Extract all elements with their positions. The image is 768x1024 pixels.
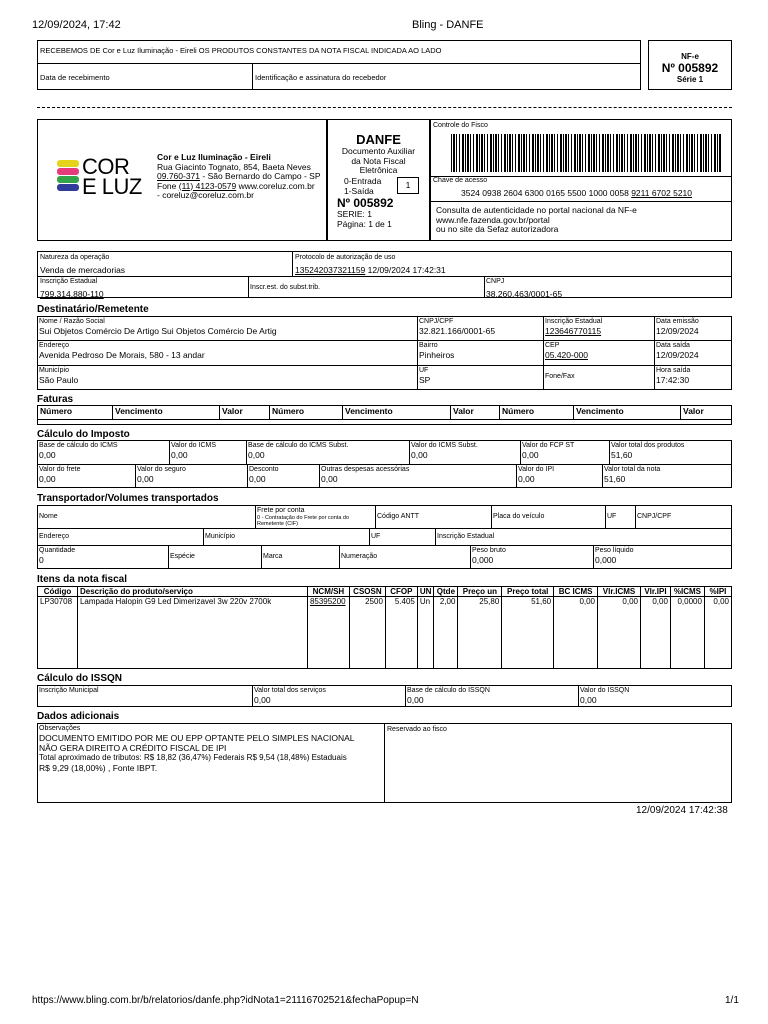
- field-transp-end_label: Endereço: [39, 533, 69, 540]
- receipt-sign-label: Identificação e assinatura do recebedor: [255, 73, 387, 82]
- field-issqn-vs: 0,00: [254, 695, 271, 705]
- field-dest-emissao_label: Data emissão: [656, 318, 699, 325]
- field-dest-hora_label: Hora saída: [656, 367, 691, 374]
- field-itens-row-6: 2,00: [434, 597, 458, 669]
- field-dest-bairro_label: Bairro: [419, 342, 438, 349]
- field-imposto-r2-4-v: 0,00: [518, 474, 535, 484]
- danfe-pagina: Página: 1 de 1: [337, 218, 392, 229]
- field-adic-obs_label: Observações: [39, 725, 81, 732]
- field-imposto-r2-5-v: 51,60: [604, 474, 626, 484]
- cnpj-value: 38.260.463/0001-65: [486, 289, 563, 299]
- dest-ie[interactable]: 123646770115: [545, 326, 602, 336]
- issqn-title: Cálculo do ISSQN: [37, 673, 123, 684]
- issuer-name: Cor e Luz Iluminação - Eireli: [157, 152, 271, 162]
- field-imposto-r1-4-l: Valor do FCP ST: [522, 442, 575, 449]
- receipt-serie: Série 1: [676, 75, 704, 84]
- field-issqn-im_label: Inscrição Municipal: [39, 687, 99, 694]
- field-issqn-bc_label: Base de cálculo do ISSQN: [407, 687, 490, 694]
- field-fisco-chave_b: 9211 6702 5210: [631, 188, 693, 198]
- field-itens-cols-9: BC ICMS: [554, 587, 598, 597]
- field-itens-row-9: 0,00: [554, 597, 598, 669]
- field-imposto-r2-5-l: Valor total da nota: [604, 466, 661, 473]
- field-transp-frete_label: Frete por conta: [257, 507, 305, 514]
- consulta-text: [436, 206, 637, 235]
- issqn-box: [37, 685, 732, 707]
- field-itens-row-11: 0,00: [640, 597, 670, 669]
- field-imposto-r1-1-l: Valor do ICMS: [171, 442, 216, 449]
- field-adic-obs1: DOCUMENTO EMITIDO POR ME OU EPP OPTANTE PELO SIMPLES NACIONAL: [39, 733, 355, 743]
- field-dest-fone_label: Fone/Fax: [545, 373, 575, 380]
- field-transp-qtd: 0: [39, 555, 44, 565]
- field-dest-ie_label: Inscrição Estadual: [545, 318, 603, 325]
- field-imposto-r2-1-l: Valor do seguro: [137, 466, 186, 473]
- field-imposto-r1-3-v: 0,00: [411, 450, 428, 460]
- field-itens-row-8: 51,60: [502, 597, 554, 669]
- field-imposto-r2-4-l: Valor do IPI: [518, 466, 555, 473]
- field-itens-cols-1: Descrição do produto/serviço: [77, 587, 307, 597]
- field-transp-pl: 0,000: [595, 555, 617, 565]
- natureza-label: Natureza da operação: [40, 254, 110, 261]
- ie-label: Inscrição Estadual: [40, 278, 98, 285]
- field-itens-cols-3: CSOSN: [349, 587, 385, 597]
- issuer-info: [157, 153, 325, 201]
- field-imposto-r1-2-l: Base de cálculo do ICMS Subst.: [248, 442, 349, 449]
- field-transp-pl_label: Peso líquido: [595, 547, 634, 554]
- danfe-line2: da Nota Fiscal: [351, 155, 406, 166]
- field-faturas-cols-8: Valor: [683, 406, 704, 416]
- danfe-tipo: 1: [397, 177, 419, 194]
- field-dest-uf_label: UF: [419, 367, 429, 374]
- print-datetime: 12/09/2024, 17:42: [32, 19, 121, 31]
- dest-nome: Sui Objetos Comércio De Artigo Sui Objetos Comércio De Artig: [39, 326, 277, 336]
- dest-cnpj: 32.821.166/0001-65: [419, 326, 496, 336]
- logo-text-bottom: E LUZ: [82, 174, 142, 199]
- field-faturas-cols-2: Valor: [220, 406, 270, 419]
- logo-mark-icon: [57, 160, 79, 196]
- cnpj-label: CNPJ: [486, 278, 505, 285]
- field-transp-nome_label: Nome: [39, 513, 58, 520]
- field-itens-row-7: 25,80: [458, 597, 502, 669]
- field-transp-num_label: Numeração: [341, 553, 378, 560]
- receipt-text: RECEBEMOS DE Cor e Luz Iluminação - Eireli OS PRODUTOS CONSTANTES DA NOTA FISCAL INDICADA AO LADO: [40, 46, 442, 55]
- natureza-value: Venda de mercadorias: [40, 265, 126, 275]
- issuer-email: - coreluz@coreluz.com.br: [157, 190, 254, 200]
- field-itens-cols-5: UN: [417, 587, 434, 597]
- field-dest-cnpj_label: CNPJ/CPF: [419, 318, 454, 325]
- field-imposto-r1-2-v: 0,00: [248, 450, 265, 460]
- field-imposto-r1-0-v: 0,00: [39, 450, 56, 460]
- field-faturas-cols-7: Vencimento: [574, 406, 681, 419]
- field-itens-cols-6: Qtde: [434, 587, 458, 597]
- protocolo-value: [295, 265, 446, 275]
- faturas-title: Faturas: [37, 394, 74, 405]
- dest-box: [37, 316, 732, 390]
- field-itens-cols-4: CFOP: [385, 587, 417, 597]
- adic-box: [37, 723, 732, 803]
- dest-emissao: 12/09/2024: [656, 326, 699, 336]
- fisco-box: [430, 119, 732, 241]
- field-itens-cols-2: NCM/SH: [307, 587, 349, 597]
- transp-title: Transportador/Volumes transportados: [37, 493, 219, 504]
- issuer-city: - São Bernardo do Campo - SP: [200, 171, 321, 181]
- field-dest-end_label: Endereço: [39, 342, 69, 349]
- reservado-fisco: Reservado ao fisco: [387, 726, 447, 733]
- table-row: [38, 597, 732, 669]
- field-faturas-cols-1: Vencimento: [113, 406, 220, 419]
- cut-line: [37, 107, 732, 108]
- field-fisco-c3: ou no site da Sefaz autorizadora: [436, 224, 559, 234]
- field-imposto-r2-3-l: Outras despesas acessórias: [321, 466, 410, 473]
- receipt-nfe: NF-e: [681, 52, 699, 61]
- itens-header: [38, 587, 732, 597]
- chave-label: Chave de acesso: [433, 177, 488, 184]
- receipt-number: Nº 005892: [661, 61, 719, 75]
- dest-endereco: Avenida Pedroso De Morais, 580 - 13 andar: [39, 350, 205, 360]
- receipt-nfe-box: [648, 40, 732, 90]
- issuer-address: Rua Giacinto Tognato, 854, Baeta Neves: [157, 161, 311, 172]
- issuer-fone[interactable]: (11) 4123-0579: [178, 180, 237, 191]
- field-transp-qtd_label: Quantidade: [39, 547, 76, 554]
- field-dest-saida_label: Data saída: [656, 342, 690, 349]
- field-faturas-cols-6: Número: [500, 406, 574, 419]
- field-itens-row-3: 2500: [349, 597, 385, 669]
- field-dest-cep_label: CEP: [545, 342, 560, 349]
- field-imposto-r1-0-l: Base de cálculo do ICMS: [39, 442, 118, 449]
- page-count: 1/1: [725, 995, 739, 1006]
- logo-text-top: COR: [82, 154, 130, 179]
- issuer-site: www.coreluz.com.br: [236, 180, 315, 191]
- issuer-box: [37, 119, 327, 241]
- field-faturas-cols-5: Valor: [451, 406, 500, 419]
- danfe-serie: SERIE: 1: [337, 209, 372, 219]
- field-itens-row-1: Lampada Halopin G9 Led Dimerizavel 3w 220v 2700k: [77, 597, 307, 669]
- field-dest-mun_label: Município: [39, 367, 69, 374]
- danfe-saida: 1-Saída: [344, 185, 374, 196]
- field-faturas-cols-4: Vencimento: [343, 406, 451, 419]
- page-url[interactable]: https://www.bling.com.br/b/relatorios/danfe.php?idNota1=21116702521&fechaPopup=N: [32, 995, 419, 1006]
- field-imposto-r1-4-v: 0,00: [522, 450, 539, 460]
- dest-saida: 12/09/2024: [656, 350, 699, 360]
- field-transp-antt_label: Código ANTT: [377, 513, 420, 520]
- field-transp-uf_label: UF: [607, 513, 617, 520]
- imposto-title: Cálculo do Imposto: [37, 429, 130, 440]
- field-fisco-chave_a: 3524 0938 2604 6300 0165 5500 1000 0058: [461, 188, 629, 198]
- chave-acesso: [461, 188, 692, 198]
- field-transp-ie_label: Inscrição Estadual: [437, 533, 495, 540]
- transp-box: [37, 505, 732, 569]
- receipt-stub: [37, 40, 641, 90]
- observacoes: [39, 725, 383, 773]
- field-itens-row-5: Un: [417, 597, 434, 669]
- field-issqn-v_label: Valor do ISSQN: [580, 687, 630, 694]
- field-itens-row-13: 0,00: [704, 597, 731, 669]
- field-issqn-bc: 0,00: [407, 695, 424, 705]
- danfe-line1: Documento Auxiliar: [341, 146, 416, 156]
- field-faturas-cols-0: Número: [38, 406, 113, 419]
- field-fisco-c1: Consulta de autenticidade no portal nacional da NF-e: [436, 205, 637, 215]
- barcode-icon: [451, 134, 721, 172]
- itens-title: Itens da nota fiscal: [37, 574, 128, 585]
- dest-nome-label: Nome / Razão Social: [39, 318, 105, 325]
- ie-value[interactable]: 799.314.880-110: [40, 289, 104, 299]
- field-imposto-r1-3-l: Valor do ICMS Subst.: [411, 442, 478, 449]
- danfe-title: DANFE: [356, 132, 401, 147]
- field-transp-placa_label: Placa do veículo: [493, 513, 545, 520]
- operation-box: [37, 251, 732, 298]
- field-itens-row-2: 85395200: [307, 597, 349, 669]
- field-issqn-v: 0,00: [580, 695, 597, 705]
- field-imposto-r1-1-v: 0,00: [171, 450, 188, 460]
- faturas-box: [37, 405, 732, 425]
- field-imposto-r2-3-v: 0,00: [321, 474, 338, 484]
- page-title: Bling - DANFE: [412, 19, 484, 31]
- field-itens-cols-11: Vlr.IPI: [640, 587, 670, 597]
- footer-datetime: 12/09/2024 17:42:38: [636, 805, 728, 816]
- field-itens-cols-8: Preço total: [502, 587, 554, 597]
- field-transp-esp_label: Espécie: [170, 553, 195, 560]
- receipt-date-label: Data de recebimento: [40, 73, 110, 82]
- field-transp-cnpj_label: CNPJ/CPF: [637, 513, 672, 520]
- field-op-protocolo_dt: 12/09/2024 17:42:31: [365, 265, 446, 275]
- field-transp-marca_label: Marca: [263, 553, 283, 560]
- danfe-entrada: 0-Entrada: [344, 176, 382, 186]
- field-imposto-r2-2-l: Desconto: [249, 466, 279, 473]
- danfe-box: [327, 119, 430, 241]
- field-itens-row-12: 0,0000: [670, 597, 704, 669]
- field-transp-mun_label: Município: [205, 533, 235, 540]
- field-adic-obs2: NÃO GERA DIREITO A CRÉDITO FISCAL DE IPI: [39, 743, 227, 753]
- imposto-box: [37, 440, 732, 488]
- dest-uf: SP: [419, 375, 431, 385]
- field-adic-obs4: R$ 9,29 (18,00%) , Fonte IBPT.: [39, 763, 158, 773]
- dest-hora: 17:42:30: [656, 375, 690, 385]
- danfe-line3: Eletrônica: [359, 165, 398, 175]
- iest-label: Inscr.est. do subst.trib.: [250, 284, 321, 291]
- field-itens-cols-12: %ICMS: [670, 587, 704, 597]
- field-itens-cols-0: Código: [38, 587, 78, 597]
- field-issqn-vs_label: Valor total dos serviços: [254, 687, 326, 694]
- field-itens-row-4: 5.405: [385, 597, 417, 669]
- issuer-cep[interactable]: 09.760-371: [157, 171, 201, 181]
- field-imposto-r2-2-v: 0,00: [249, 474, 266, 484]
- field-transp-pb: 0,000: [472, 555, 494, 565]
- danfe-number: Nº 005892: [337, 196, 394, 210]
- controle-label: Controle do Fisco: [433, 122, 488, 129]
- field-transp-pb_label: Peso bruto: [472, 547, 506, 554]
- field-itens-cols-13: %IPI: [704, 587, 731, 597]
- dest-bairro: Pinheiros: [419, 350, 455, 360]
- field-imposto-r2-0-v: 0,00: [39, 474, 56, 484]
- field-imposto-r1-5-l: Valor total dos produtos: [611, 442, 685, 449]
- field-adic-obs3: Total aproximado de tributos: R$ 18,82 (36,47%) Federais R$ 9,54 (18,48%) Estaduais: [39, 753, 347, 762]
- dest-title: Destinatário/Remetente: [37, 304, 149, 315]
- field-transp-frete_desc: 0 - Contratação do Frete por conta do Remetente (CIF): [257, 515, 350, 527]
- dest-cep[interactable]: 05.420-000: [545, 350, 589, 360]
- field-imposto-r1-5-v: 51,60: [611, 450, 633, 460]
- field-imposto-r2-0-l: Valor do frete: [39, 466, 81, 473]
- field-transp-uf2_label: UF: [371, 533, 381, 540]
- field-fisco-c2: www.nfe.fazenda.gov.br/portal: [436, 214, 550, 225]
- issuer-fone-label: Fone: [157, 180, 177, 191]
- protocolo-label: Protocolo de autorização de uso: [295, 254, 396, 261]
- adic-title: Dados adicionais: [37, 711, 120, 722]
- field-itens-cols-7: Preço un: [458, 587, 502, 597]
- field-imposto-r2-1-v: 0,00: [137, 474, 154, 484]
- field-op-protocolo: 135242037321159: [295, 265, 366, 275]
- dest-municipio: São Paulo: [39, 375, 79, 385]
- field-itens-row-0: LP30708: [38, 597, 78, 669]
- field-itens-cols-10: Vlr.ICMS: [598, 587, 641, 597]
- itens-table: [37, 586, 732, 669]
- field-faturas-cols-3: Número: [270, 406, 343, 419]
- field-itens-row-10: 0,00: [598, 597, 641, 669]
